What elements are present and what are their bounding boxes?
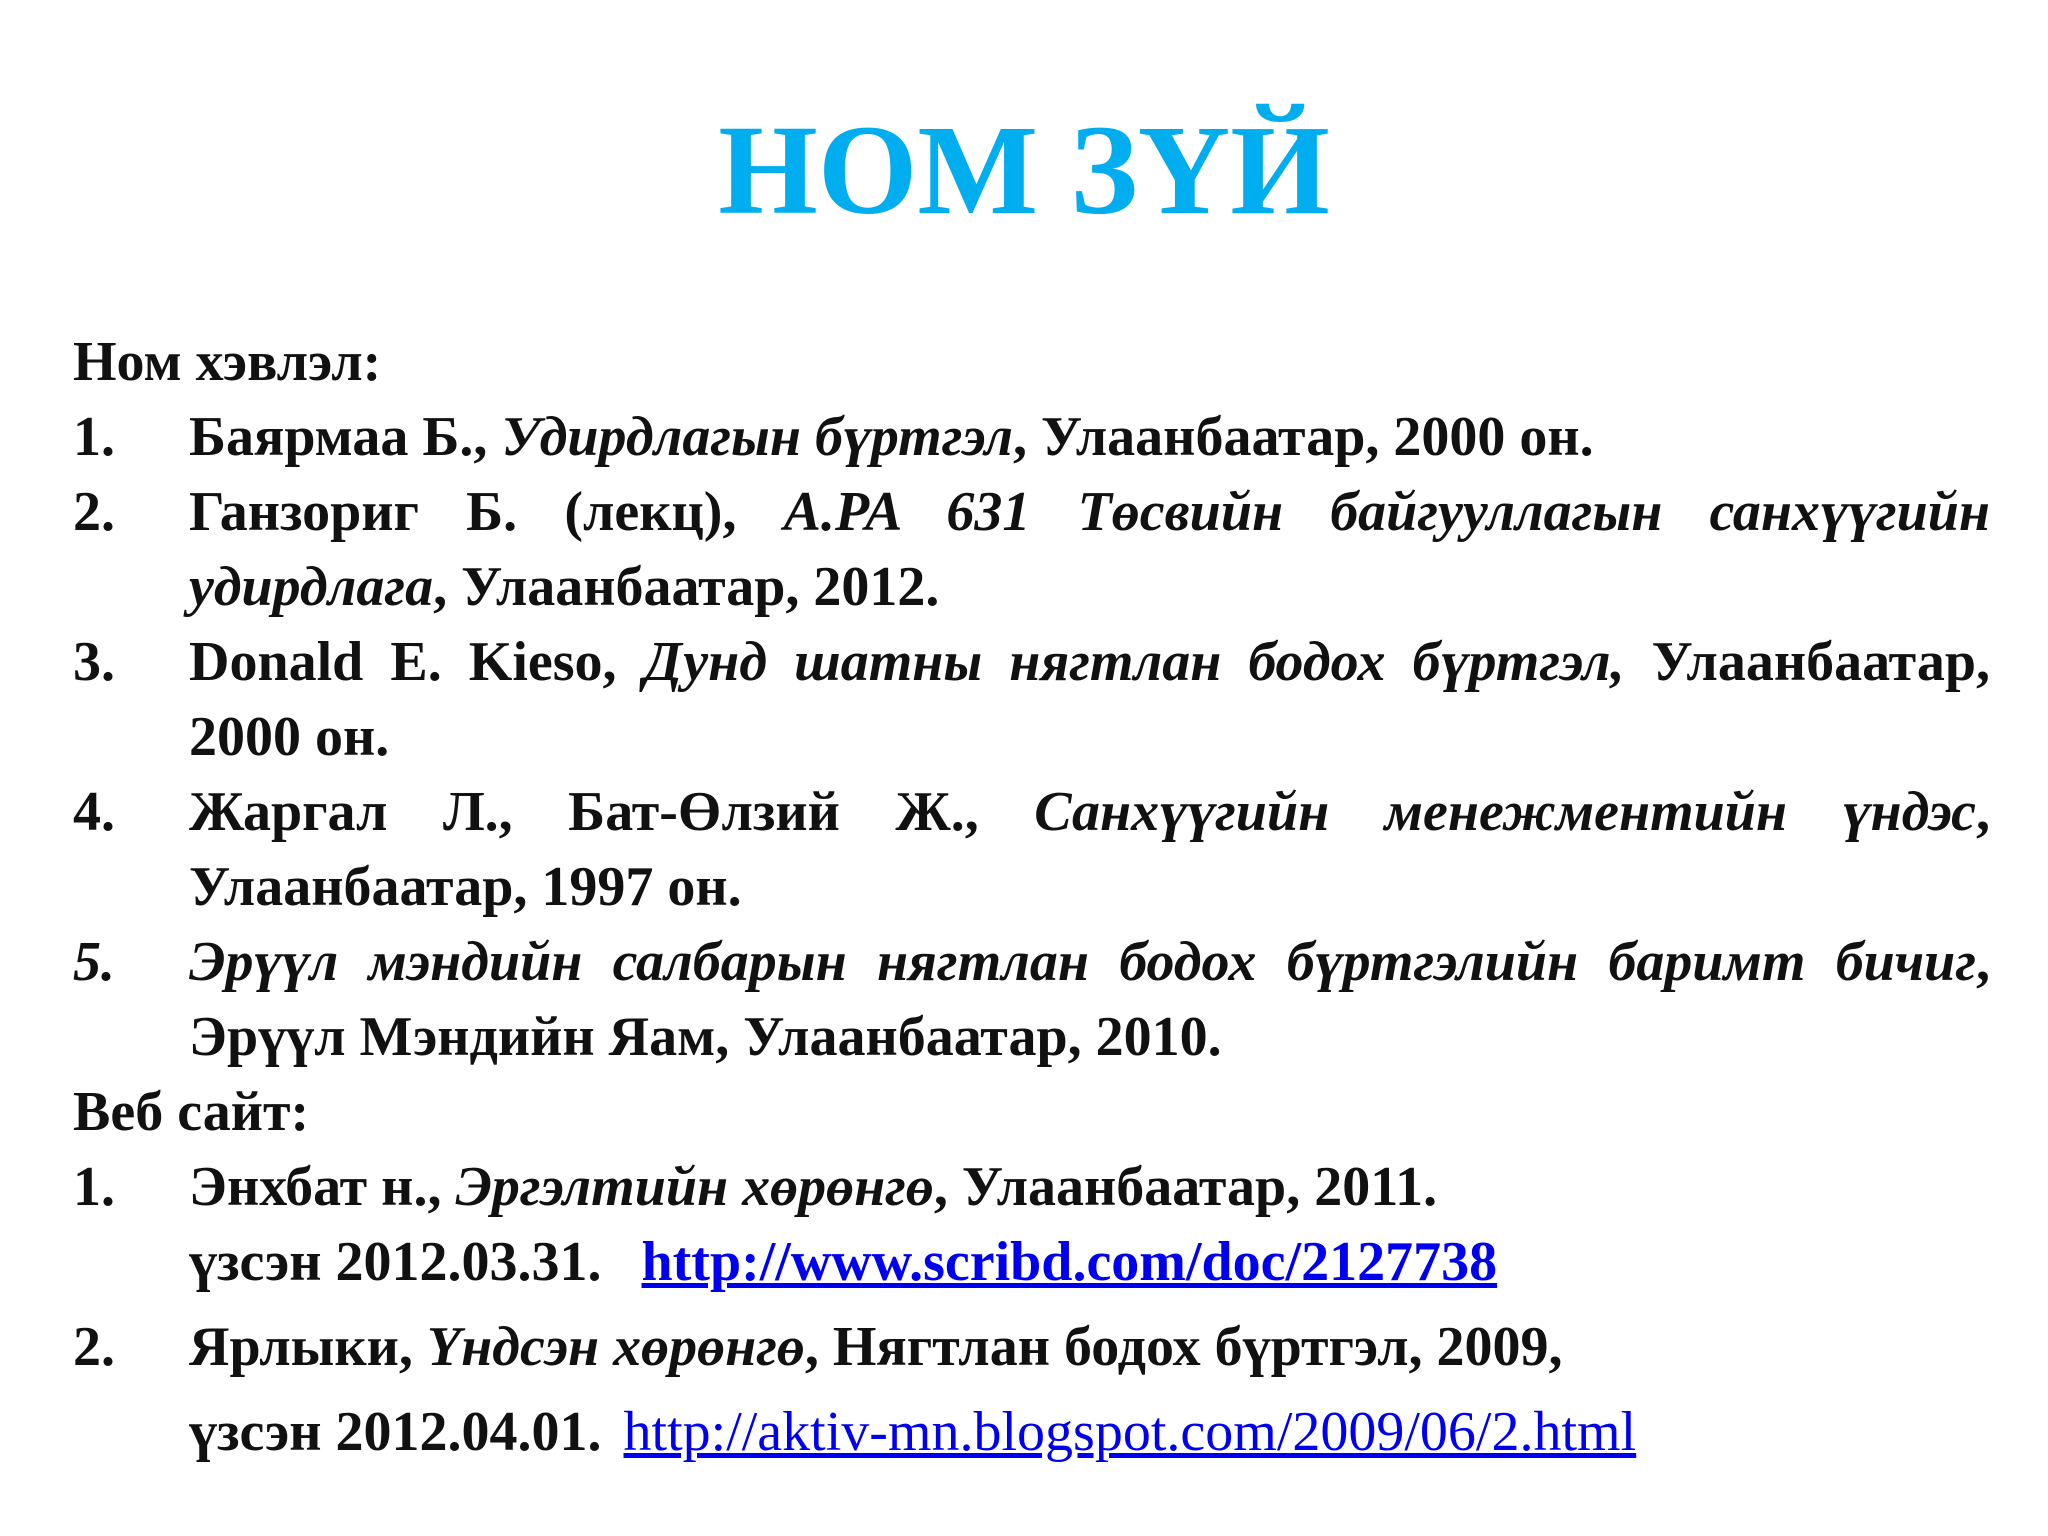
item-number: 1. — [73, 1156, 115, 1218]
item-number: 3. — [73, 631, 115, 693]
item-work-title: Удирдлагын бүртгэл — [501, 406, 1013, 468]
print-item-1 — [73, 400, 1990, 475]
print-item-5 — [73, 925, 1990, 1075]
item-number: 1. — [73, 406, 115, 468]
item-author: Ганзориг Б. (лекц), — [189, 481, 784, 543]
web-section-heading: Веб сайт: — [73, 1081, 310, 1143]
item-work-title: Дунд шатны нягтлан бодох бүртгэл, — [643, 631, 1625, 693]
source-link[interactable]: http://aktiv-mn.blogspot.com/2009/06/2.html — [623, 1401, 1637, 1463]
item-publication: , Улаанбаатар, 2012. — [433, 556, 940, 618]
web-item-1 — [73, 1150, 1990, 1300]
item-number: 4. — [73, 781, 115, 843]
page-title: НОМ ЗҮЙ — [718, 99, 1330, 241]
item-work-title: Үндсэн хөрөнгө — [426, 1316, 805, 1378]
item-publication: , Нягтлан бодох бүртгэл, 2009, — [804, 1316, 1563, 1378]
item-work-title: Эрүүл мэндийн салбарын нягтлан бодох бүртгэлийн баримт бичиг — [189, 931, 1976, 993]
item-author: Энхбат н., — [189, 1156, 456, 1218]
item-author: Жаргал Л., Бат-Өлзий Ж., — [189, 781, 1035, 843]
accessed-date: үзсэн 2012.04.01. — [189, 1401, 602, 1463]
print-item-3 — [73, 625, 1990, 775]
item-number: 5. — [73, 931, 115, 993]
accessed-date: үзсэн 2012.03.31. — [189, 1231, 602, 1293]
print-section-heading: Ном хэвлэл: — [73, 331, 382, 393]
bibliography — [73, 325, 1990, 1470]
item-number: 2. — [73, 481, 115, 543]
item-publication: , Улаанбаатар, 2000 он. — [1012, 406, 1594, 468]
print-item-2 — [73, 475, 1990, 625]
item-work-title: A.PA 631 Төсвийн байгууллагын санхүүгийн удирдлага — [189, 481, 1990, 618]
source-link[interactable]: http://www.scribd.com/doc/2127738 — [641, 1231, 1498, 1293]
item-work-title: Санхүүгийн менежментийн үндэс — [1034, 781, 1976, 843]
item-author: Баярмаа Б., — [189, 406, 502, 468]
item-author: Ярлыки, — [189, 1316, 427, 1378]
print-item-4 — [73, 775, 1990, 925]
item-number: 2. — [73, 1316, 115, 1378]
item-publication: , Эрүүл Мэндийн Яам, Улаанбаатар, 2010. — [189, 931, 1990, 1068]
item-publication: Улаанбаатар, 2000 он. — [189, 631, 1990, 768]
web-item-2 — [73, 1310, 1990, 1470]
item-work-title: Эргэлтийн хөрөнгө — [455, 1156, 934, 1218]
item-publication: , Улаанбаатар, 1997 он. — [189, 781, 1990, 918]
item-publication: , Улаанбаатар, 2011. — [933, 1156, 1438, 1218]
item-author: Donald E. Kieso, — [189, 631, 644, 693]
